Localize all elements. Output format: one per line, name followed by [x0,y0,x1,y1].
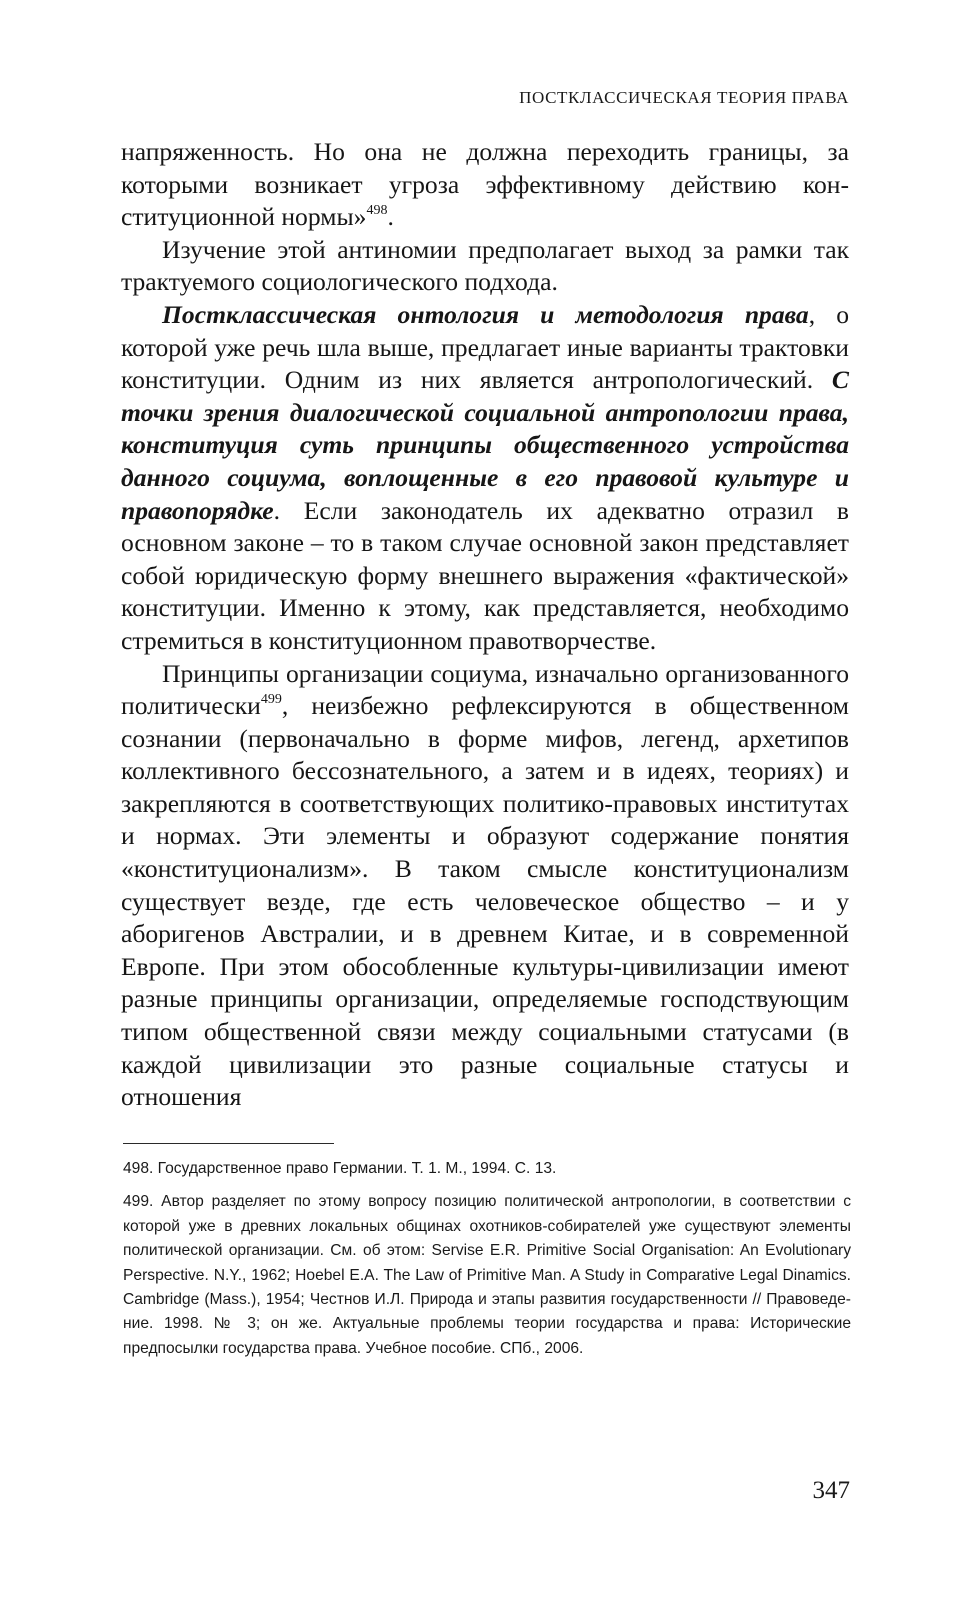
paragraph-text: Изучение этой антиномии предполагает выход за рамки так трактуемого социологического подхода. [121,234,849,297]
emphasis-definition: С точки зрения диалогической социальной антропологии права, конституция суть принципы общественного устройства данного социума, воплощенные в его правовой культуре и правопорядке [121,365,849,525]
paragraph [121,234,849,299]
running-head: ПОСТКЛАССИЧЕСКАЯ ТЕОРИЯ ПРАВА [519,88,849,107]
paragraph [121,658,849,1114]
paragraph-text: , о которой уже речь шла выше, предлагает иные варианты трактовки конституции. Одним из них является антропологический. [121,299,849,395]
emphasis-term: Постклассическая онтология и методология права [162,299,809,329]
footnote-499: 499. Автор разделяет по этому вопросу позицию политической антропологии, в соответствии с которой уже в древних локальных общинах охотников-собирателей уже существуют элементы политической организации. См. об этом: Servise E.R. Primitive Social Organisation: An Evolutionary Perspective. N.Y., 1962; Hoebel E.A. The Law of Primitive Man. A Study in Comparative Legal Dinamics. Cambridge (Mass.), 1954; Честнов И.Л. Природа и этапы развития государственности // Правоведение. 1998. № 3; он же. Актуальные проблемы теории государства и права: Исторические предпосылки государства права. Учебное пособие. СПб., 2006. [123,1193,851,1357]
paragraph-text: напряженность. Но она не должна переходить границы, за которыми возникает угроза эффективному действию конституционной нормы» [121,137,849,232]
paragraph-text: , неизбежно рефлексируются в общественном сознании (первоначально в форме мифов, легенд, архетипов коллективного бессознательного, а затем и в идеях, теориях) и закрепляются в соответствующих политико-правовых институтах и нормах. Эти элементы и образуют содержание понятия «конституционализм». В таком смысле конституционализм существует везде, где есть человеческое общество – и у аборигенов Австралии, и в древнем Китае, и в современной Европе. При этом обособленные культуры-цивилизации имеют разные принципы организации, определяемые господствующим типом общественной связи между социальными статусами (в каждой цивилизации это разные социальные статусы и отношения [121,691,849,1112]
footnote-ref-498[interactable]: 498 [366,203,388,219]
footnote-ref-499[interactable]: 499 [260,692,282,708]
main-text [121,136,849,1114]
paragraph-text: . Если законодатель их адекватно отразил в основном законе – то в таком случае основной закон представляет собой юридическую форму внешнего выражения «фактической» конституции. Именно к этому, как представляется, необходимо стремиться в конституционном правотворчестве. [121,495,849,655]
paragraph [121,299,849,658]
paragraph-continuation [121,136,849,234]
footnotes [123,1157,851,1370]
footnote-separator [123,1143,334,1144]
paragraph-text: . [387,202,394,232]
paragraph-text: Принципы организации социума, изначально организованного политически [121,658,849,721]
page-number: 347 [812,1477,850,1504]
footnote-498: 498. Государственное право Германии. Т. 1. М., 1994. С. 13. [123,1160,557,1177]
